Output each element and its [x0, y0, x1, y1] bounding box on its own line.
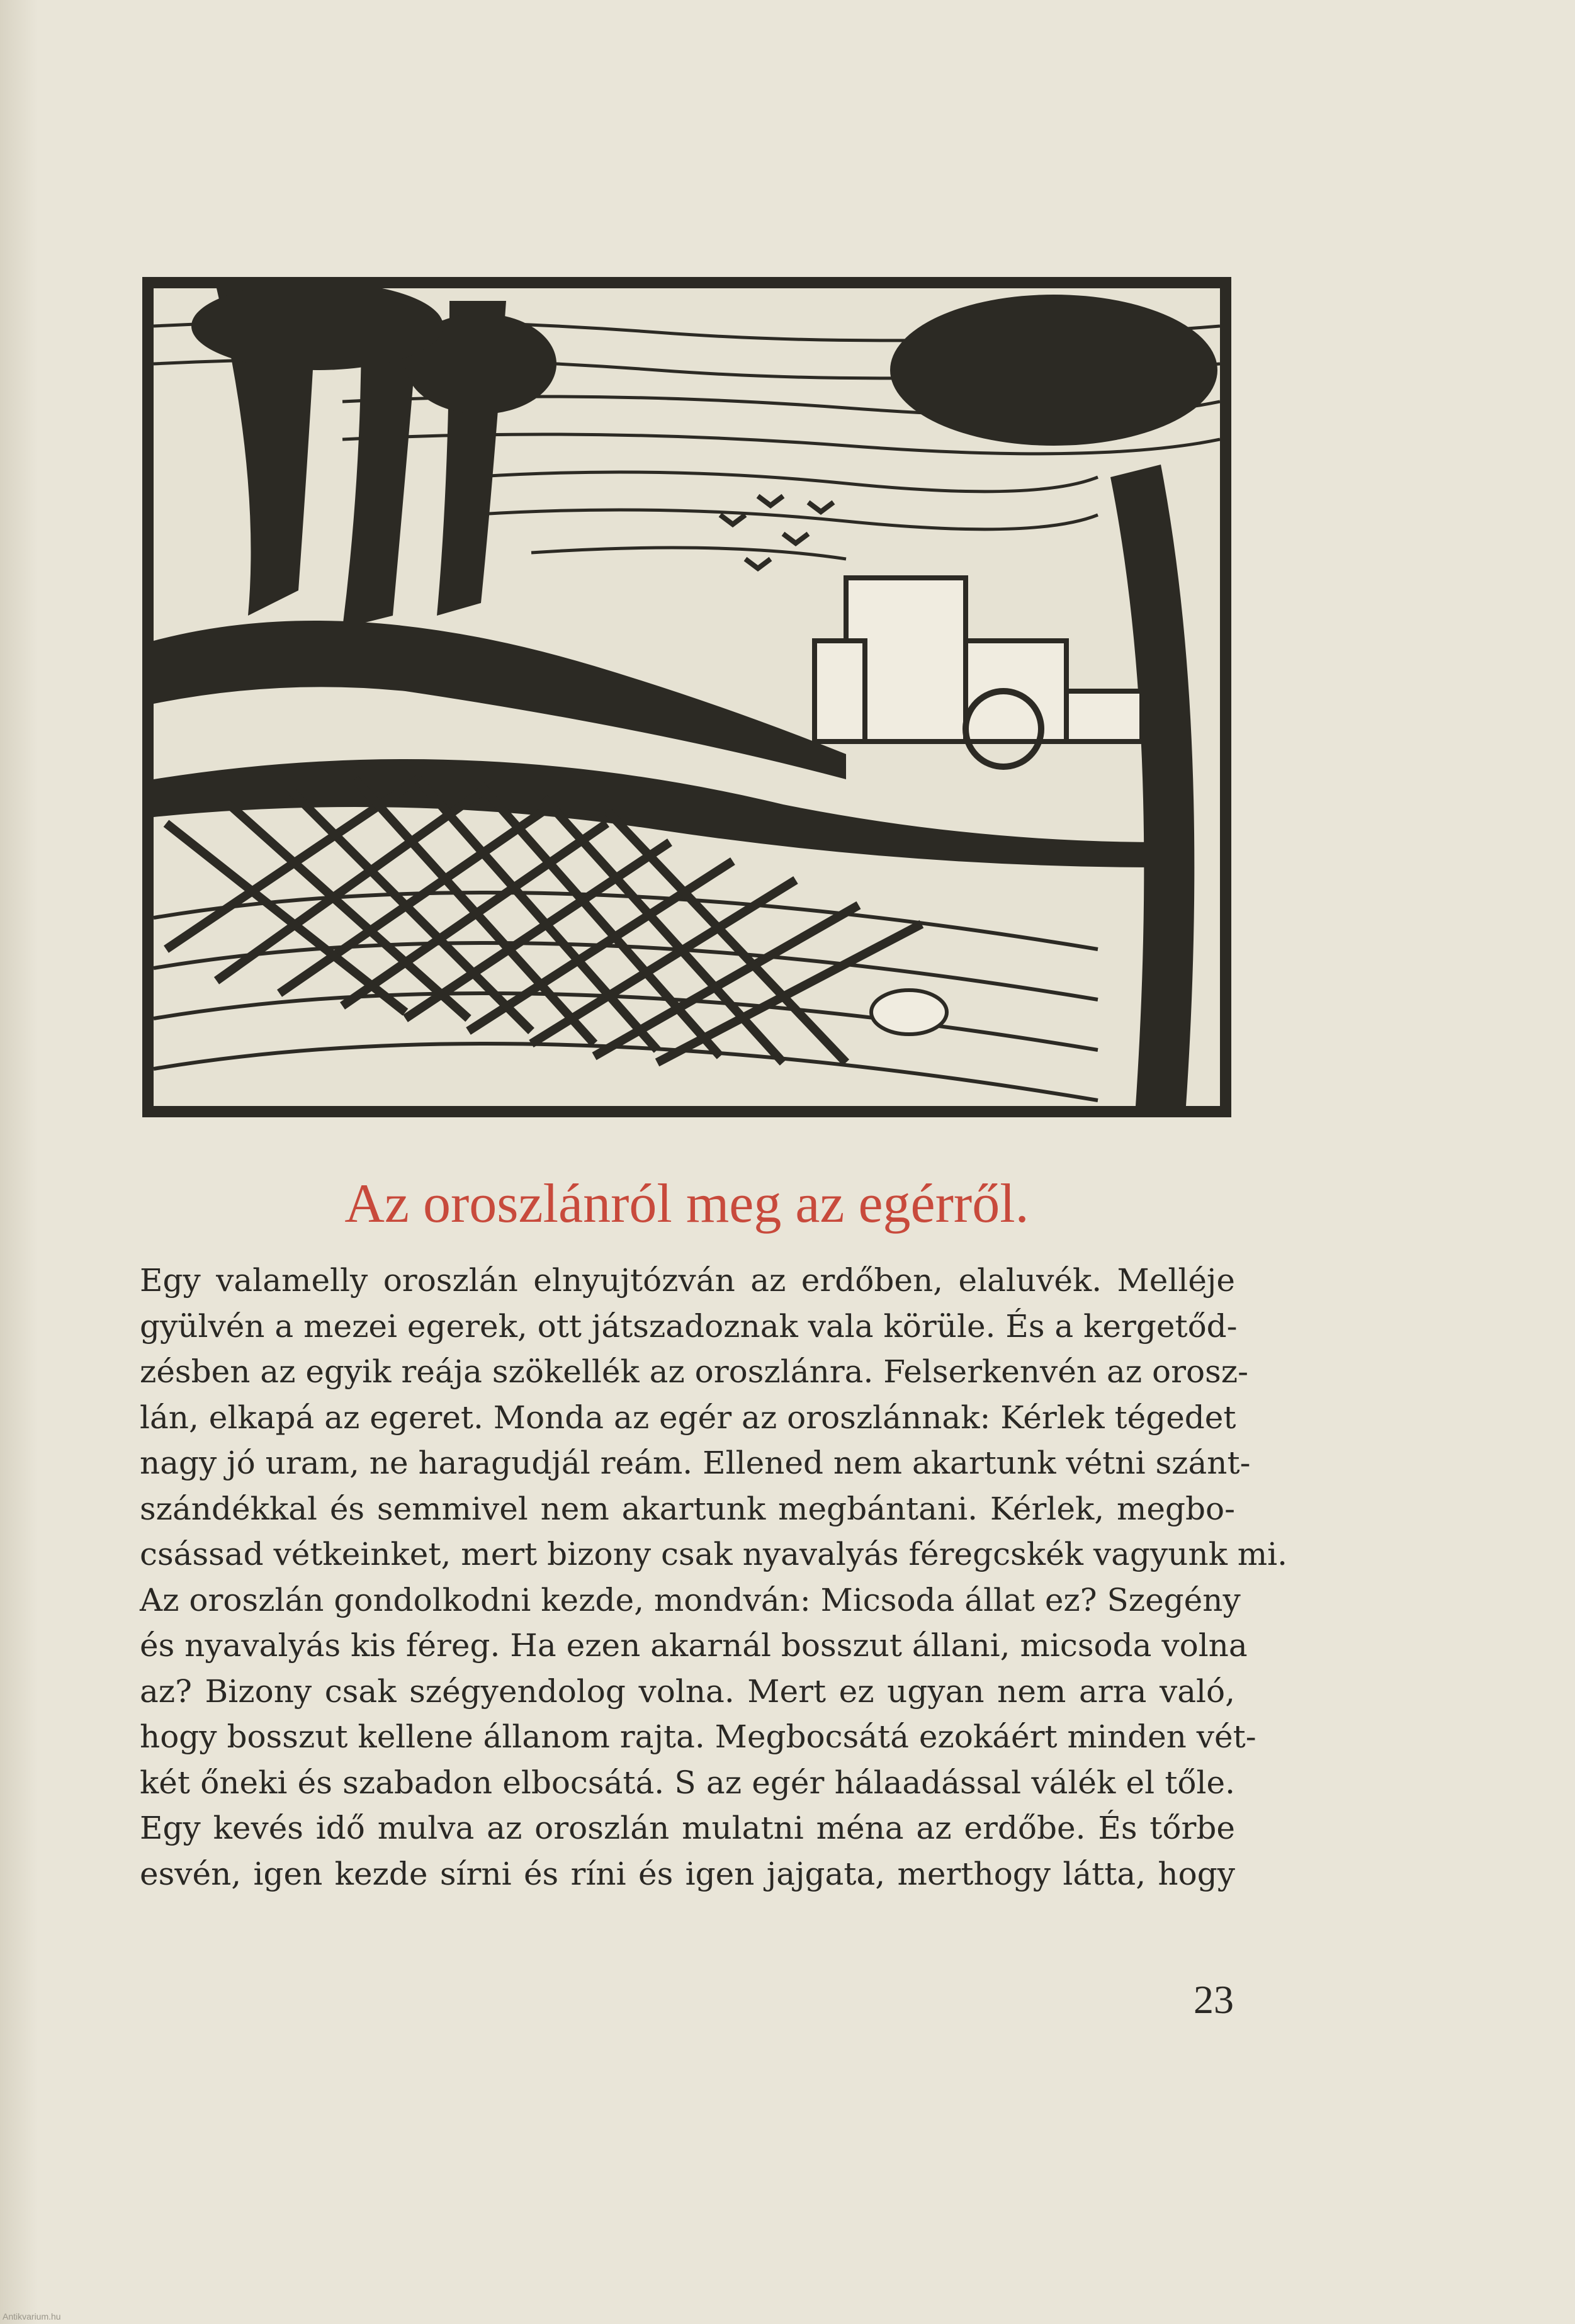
body-line: esvén, igen kezde sírni és ríni és igen jajgata, merthogy látta, hogy — [140, 1855, 1235, 1892]
body-line: és nyavalyás kis féreg. Ha ezen akarnál bosszut állani, micsoda volna — [140, 1627, 1248, 1664]
body-line: két őneki és szabadon elbocsátá. S az egér hálaadással válék el tőle. — [140, 1764, 1235, 1801]
body-line: csássad vétkeinket, mert bizony csak nyavalyás féregcskék vagyunk mi. — [140, 1536, 1288, 1572]
page-edge-shadow — [0, 0, 38, 2324]
body-line: zésben az egyik reája szökellék az oroszlánra. Felserkenvén az orosz- — [140, 1353, 1249, 1390]
fable-body-text — [140, 1258, 1288, 1897]
body-line: Egy valamelly oroszlán elnyujtózván az erdőben, elaluvék. Melléje — [140, 1262, 1235, 1299]
body-line: Egy kevés idő mulva az oroszlán mulatni ména az erdőbe. És tőrbe — [140, 1810, 1235, 1846]
woodcut-lion-net-mouse-mill-illustration-icon — [154, 288, 1220, 1106]
body-line: nagy jó uram, ne haragudjál reám. Ellened nem akartunk vétni szánt- — [140, 1445, 1251, 1481]
body-line: Az oroszlán gondolkodni kezde, mondván: Micsoda állat ez? Szegény — [140, 1581, 1241, 1618]
body-line: lán, elkapá az egeret. Monda az egér az oroszlánnak: Kérlek tégedet — [140, 1399, 1236, 1436]
body-line: az? Bizony csak szégyendolog volna. Mert ez ugyan nem arra való, — [140, 1672, 1235, 1710]
body-line: hogy bosszut kellene állanom rajta. Megbocsátá ezokáért minden vét- — [140, 1718, 1256, 1755]
body-line: gyülvén a mezei egerek, ott játszadoznak vala körüle. És a kergetőd- — [140, 1307, 1238, 1345]
body-line: szándékkal és semmivel nem akartunk megbántani. Kérlek, megbo- — [140, 1490, 1235, 1527]
page-title: Az oroszlánról meg az egérről. — [344, 1173, 1029, 1234]
watermark: Antikvarium.hu — [3, 2311, 61, 2321]
page-number: 23 — [1194, 1977, 1234, 2022]
woodcut-illustration — [142, 277, 1231, 1117]
